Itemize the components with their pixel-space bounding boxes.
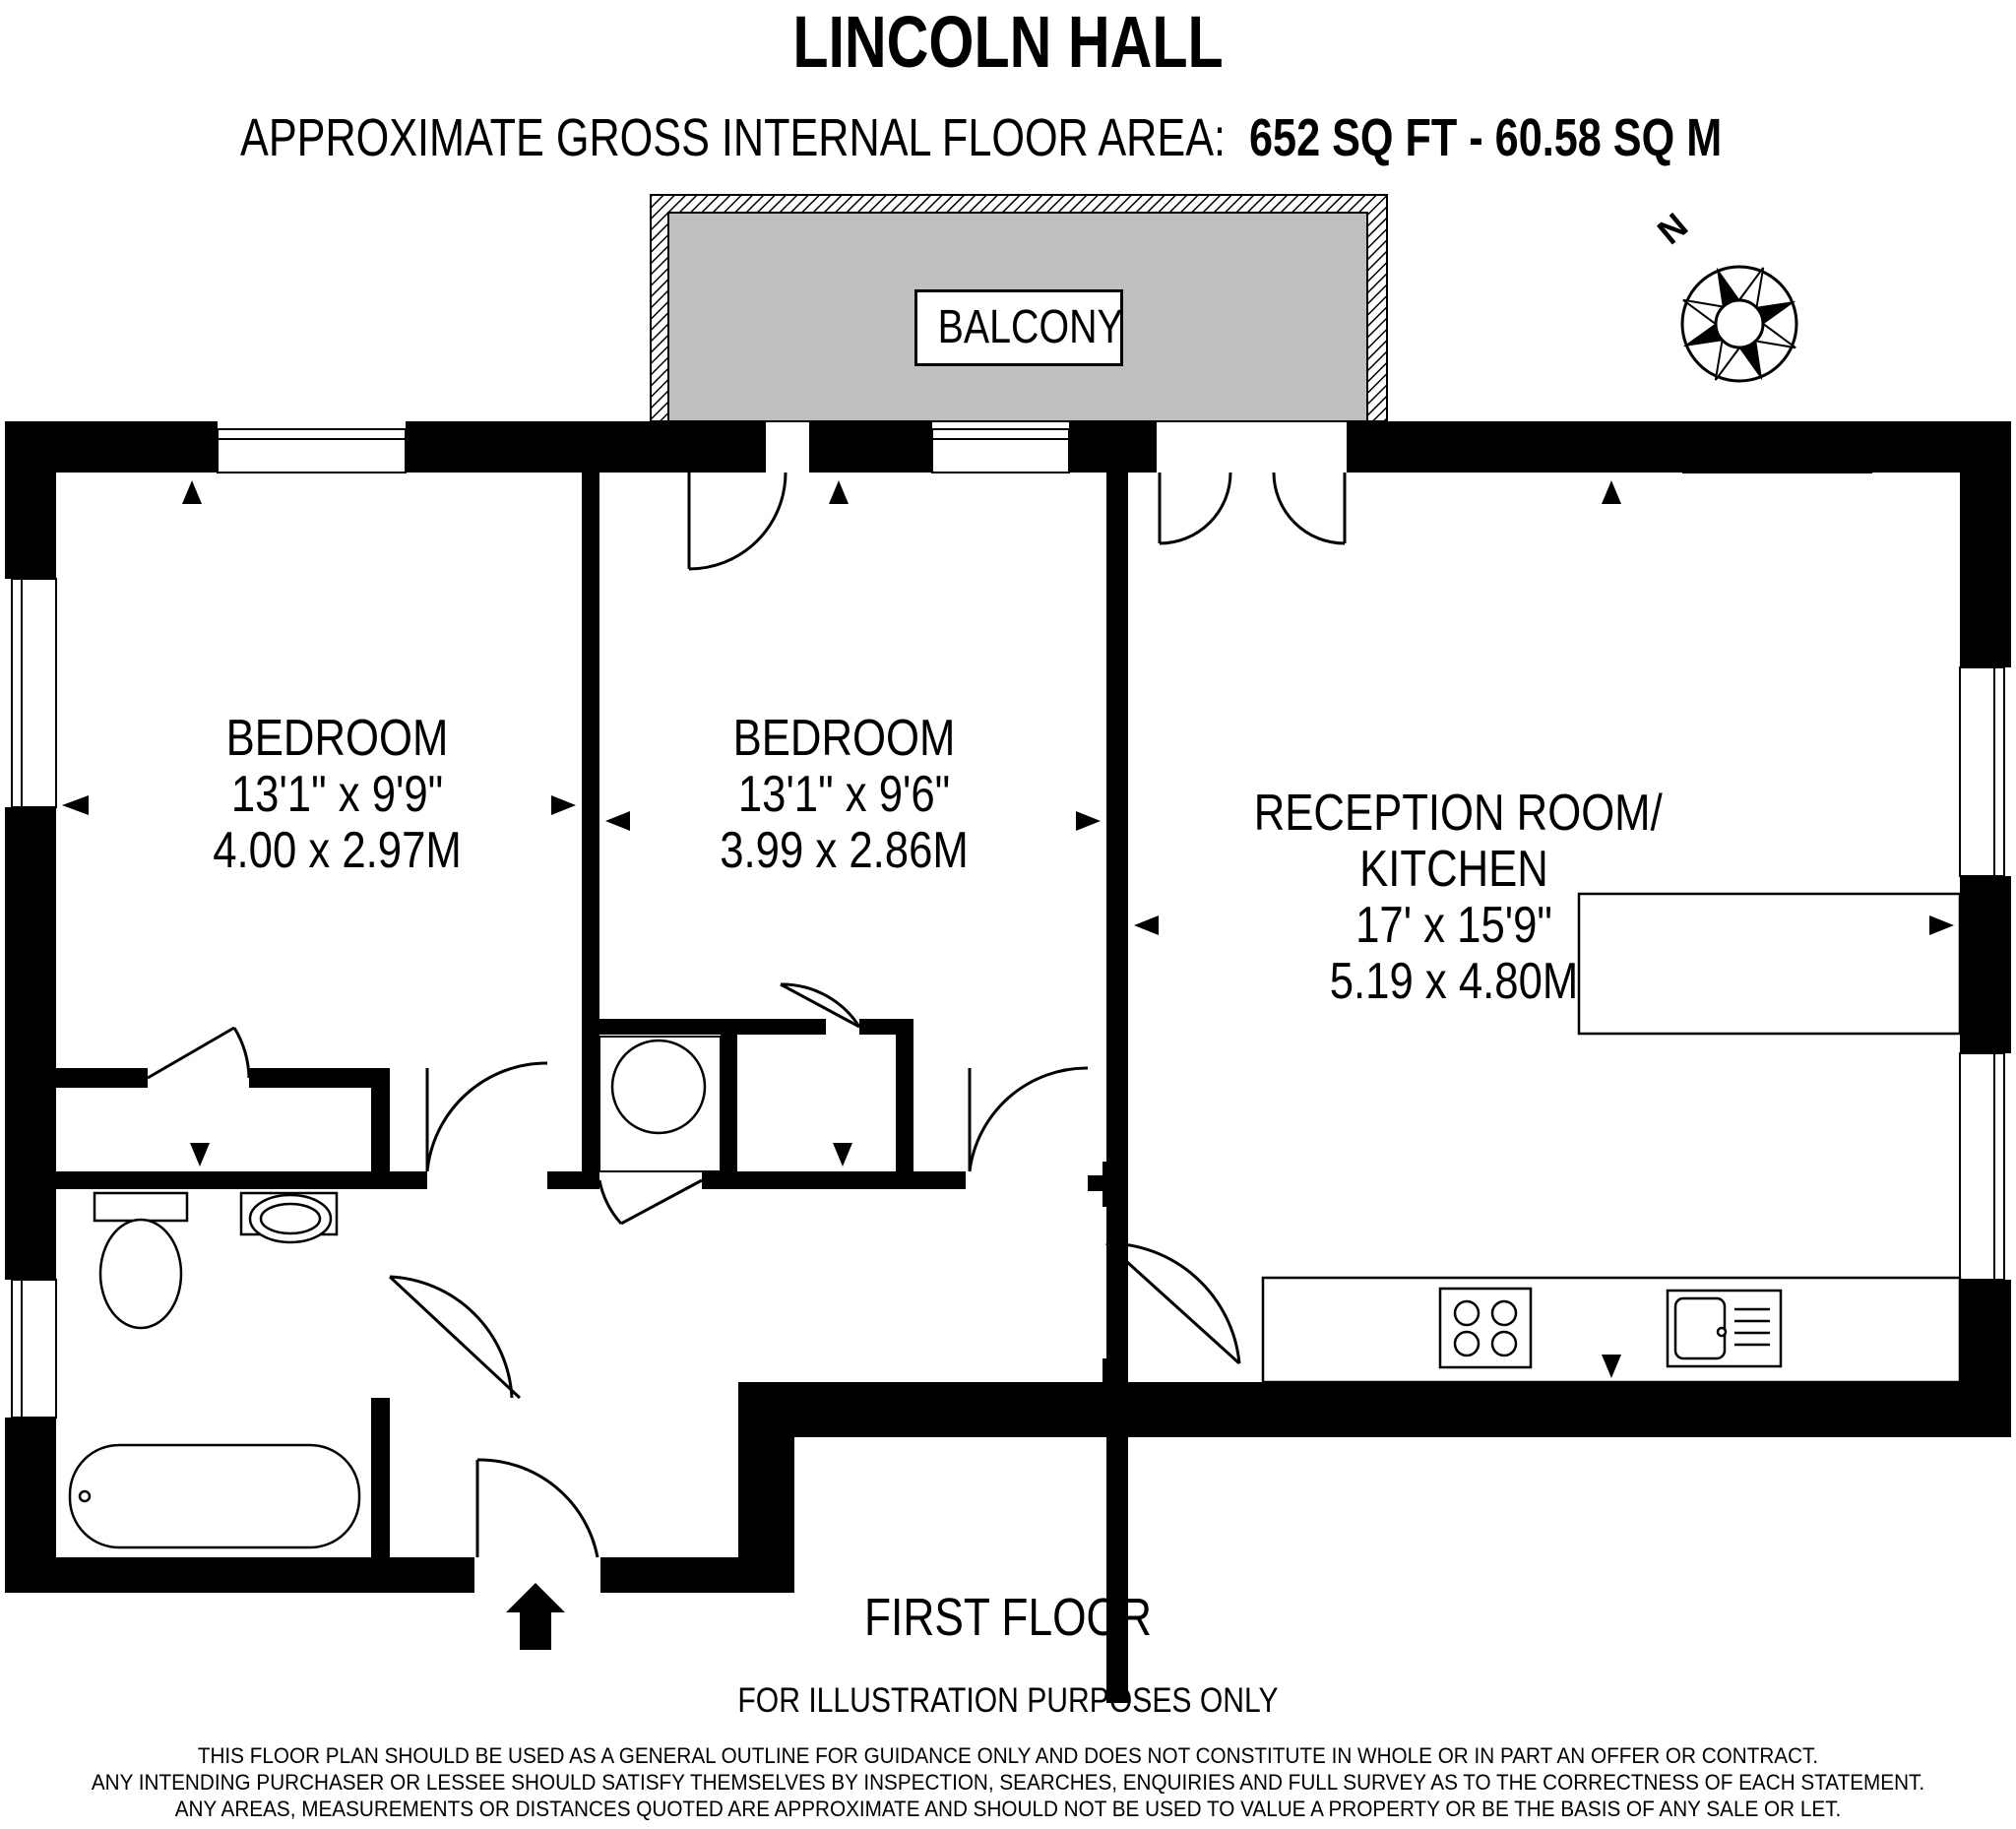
floor-area-label: APPROXIMATE GROSS INTERNAL FLOOR AREA: <box>240 108 1227 167</box>
floor-name: FIRST FLOOR <box>864 1588 1152 1647</box>
floor-area-value: 652 SQ FT - 60.58 SQ M <box>1249 108 1723 167</box>
bedroom-2-label <box>706 711 982 879</box>
room-name: BEDROOM <box>732 710 956 767</box>
cylinder-cupboard <box>612 1041 705 1133</box>
bathroom-fixtures <box>70 1193 359 1547</box>
compass-north-label: N <box>1649 205 1696 253</box>
room-dimensions-metric: 5.19 x 4.80M <box>1329 953 1579 1010</box>
balcony-label: BALCONY <box>914 289 1123 366</box>
room-dimensions-imperial: 13'1" x 9'9" <box>230 766 444 823</box>
disclaimer-line: THIS FLOOR PLAN SHOULD BE USED AS A GENERAL OUTLINE FOR GUIDANCE ONLY AND DOES NOT CONSTITUTE IN WHOLE OR IN PART AN OFFER OR CONTRACT. <box>197 1743 1819 1768</box>
bedroom-1-label <box>199 711 475 879</box>
room-dimensions-metric: 4.00 x 2.97M <box>213 822 462 879</box>
disclaimer-line: ANY INTENDING PURCHASER OR LESSEE SHOULD SATISFY THEMSELVES BY INSPECTION, SEARCHES, ENQUIRIES AND FULL SURVEY AS TO THE CORRECTNESS OF EACH STATEMENT. <box>91 1770 1925 1795</box>
disclaimer-line: ANY AREAS, MEASUREMENTS OR DISTANCES QUOTED ARE APPROXIMATE AND SHOULD NOT BE USED TO VALUE A PROPERTY OR BE THE BASIS OF ANY SALE OR LET. <box>174 1797 1842 1821</box>
room-name-line-1: RECEPTION ROOM/ <box>1253 785 1663 842</box>
disclaimer <box>0 1742 2016 1822</box>
room-name: BEDROOM <box>225 710 449 767</box>
room-dimensions-imperial: 17' x 15'9" <box>1355 897 1552 954</box>
illustration-note: FOR ILLUSTRATION PURPOSES ONLY <box>737 1681 1279 1720</box>
room-dimensions-imperial: 13'1" x 9'6" <box>737 766 951 823</box>
room-dimensions-metric: 3.99 x 2.86M <box>720 822 969 879</box>
room-name-line-2: KITCHEN <box>1359 841 1548 898</box>
reception-kitchen-label <box>1253 785 1663 1010</box>
plan-title: LINCOLN HALL <box>792 1 1224 83</box>
compass-rose-icon <box>1650 205 1820 404</box>
